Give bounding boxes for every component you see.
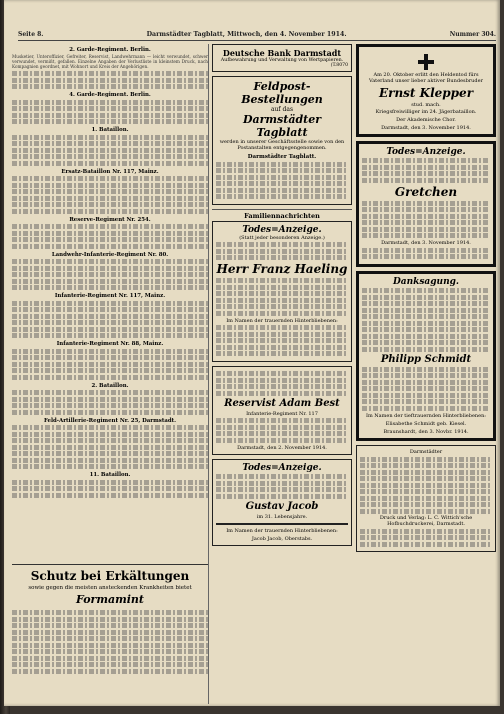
death-notice-jacob: [212, 459, 352, 546]
section-heading: 2. Bataillon.: [91, 382, 129, 389]
feldpost-title: Feldpost-Bestellungen: [241, 80, 323, 106]
deceased-name: Reservist Adam Best: [224, 397, 340, 409]
bank-name: Deutsche Bank Darmstadt: [222, 48, 342, 58]
notice-signer: Jacob Jacob, Oberstabs.: [251, 536, 313, 543]
section-heading: Feld-Artillerie-Regiment Nr. 25, Darmstadt.: [44, 417, 176, 424]
middle-column: [212, 44, 352, 704]
notice-heading: Todes=Anzeige.: [242, 224, 322, 235]
deceased-name: Ernst Klepper: [378, 86, 474, 101]
death-notice-gretchen: [356, 141, 496, 267]
section-heading: Landwehr-Infanterie-Regiment Nr. 80.: [51, 251, 169, 258]
list-paragraph: Musketier, Unteroffizier, Gefreiter, Reservist, Landwehrmann — leicht verwundet, schwer verwundet, vermißt, gefallen. Einzelne Angaben der Verlustliste in kleinstem Druck, nach Kompagnien geordnet, mit Wohnort und Kreis der Angehörigen.: [12, 54, 208, 70]
ad-subtitle: sowie gegen die meisten ansteckenden Krankheiten bietet: [28, 585, 192, 591]
section-heading: Reserve-Regiment Nr. 254.: [69, 216, 151, 223]
notice-org: Der Akademische Chor.: [396, 116, 456, 123]
section-heading: Infanterie-Regiment Nr. 88, Mainz.: [56, 341, 164, 348]
deceased-age: im 31. Lebensjahre.: [256, 513, 308, 520]
notice-footer: Im Namen der trauernden Hinterbliebenen:: [226, 528, 338, 535]
bottom-notices: [356, 445, 496, 553]
death-notice-klepper: [356, 44, 496, 137]
feldpost-ad: [212, 76, 352, 205]
notice-footer: Im Namen der trauernden Hinterbliebenen:: [226, 317, 338, 324]
issue-number: Nummer 304.: [449, 30, 496, 38]
section-heading: Infanterie-Regiment Nr. 117, Mainz.: [54, 293, 166, 300]
deceased-name: Philipp Schmidt: [380, 353, 472, 365]
deceased-name: Herr Franz Haeling: [216, 262, 348, 277]
page-number: Seite 8.: [18, 30, 44, 38]
notice-intro: Am 20. Oktober erlitt den Heldentod fürs Vaterland unser lieber aktiver Bundesbruder: [369, 72, 483, 85]
death-notice-best: [212, 366, 352, 455]
notice-heading: Danksagung.: [392, 276, 460, 287]
notice-footer: Im Namen der tieftrauernden Hinterbliebenen:: [365, 412, 486, 419]
danksagung-schmidt: [356, 271, 496, 441]
masthead-date: Darmstädter Tagblatt, Mittwoch, den 4. November 1914.: [146, 30, 347, 38]
deceased-title: stud. mach.: [411, 102, 441, 109]
feldpost-on: auf das: [270, 106, 294, 113]
regiment: Infanterie-Regiment Nr. 117: [246, 410, 318, 417]
deceased-rank: Kriegsfreiwilliger im 24. Jägerbataillon.: [375, 108, 477, 115]
section-heading: 1. Bataillon.: [91, 127, 129, 134]
notice-signer: Elisabethe Schmidt geb. Kiesel.: [385, 420, 467, 427]
feldpost-paper: Darmstädter Tagblatt: [242, 113, 322, 139]
notice-footer: Darmstadt, den 2. November 1914.: [237, 444, 327, 451]
family-news-heading: Familiennachrichten: [212, 209, 352, 220]
notice-footer: Darmstadt, den 3. November 1914.: [381, 240, 471, 247]
feldpost-signature: Darmstädter Tagblatt.: [247, 154, 317, 160]
ad-product: Formamint: [75, 593, 144, 606]
bank-ad: [212, 44, 352, 72]
bank-sub: Aufbewahrung und Verwaltung von Wertpapieren.: [220, 58, 344, 63]
notice-place: Darmstadt, den 3. November 1914.: [381, 124, 471, 131]
formamint-ad: [12, 564, 208, 705]
death-notice-haeling: [212, 221, 352, 362]
page-header: [18, 28, 496, 41]
right-column: [356, 44, 496, 704]
ad-title: Schutz bei Erkältungen: [30, 569, 190, 583]
section-heading: 4. Garde-Regiment. Berlin.: [69, 92, 151, 99]
notice-heading: Todes=Anzeige.: [242, 462, 322, 473]
notice-place: Braunshardt, den 3. Novbr. 1914.: [383, 428, 469, 435]
section-heading: Ersatz-Bataillon Nr. 117, Mainz.: [61, 168, 159, 175]
notice-intro: (Statt jeder besonderen Anzeige.): [239, 234, 325, 241]
feldpost-text: werden in unserer Geschäftsstelle sowie von den Postanstalten entgegengenommen.: [219, 139, 345, 151]
section-heading: 2. Garde-Regiment. Berlin.: [69, 47, 151, 53]
printer-line: Druck und Verlag: L. C. Wittich'sche Hofbuchdruckerei, Darmstadt.: [379, 515, 473, 528]
bottom-head: Darmstädter: [409, 448, 443, 455]
deceased-name: Gustav Jacob: [245, 500, 319, 512]
notice-heading: Todes=Anzeige.: [386, 146, 466, 157]
section-heading: 11. Bataillon.: [89, 472, 131, 479]
iron-cross-icon: [418, 54, 434, 70]
bank-ref: (T.8070: [330, 63, 348, 68]
deceased-name: Gretchen: [394, 184, 458, 199]
